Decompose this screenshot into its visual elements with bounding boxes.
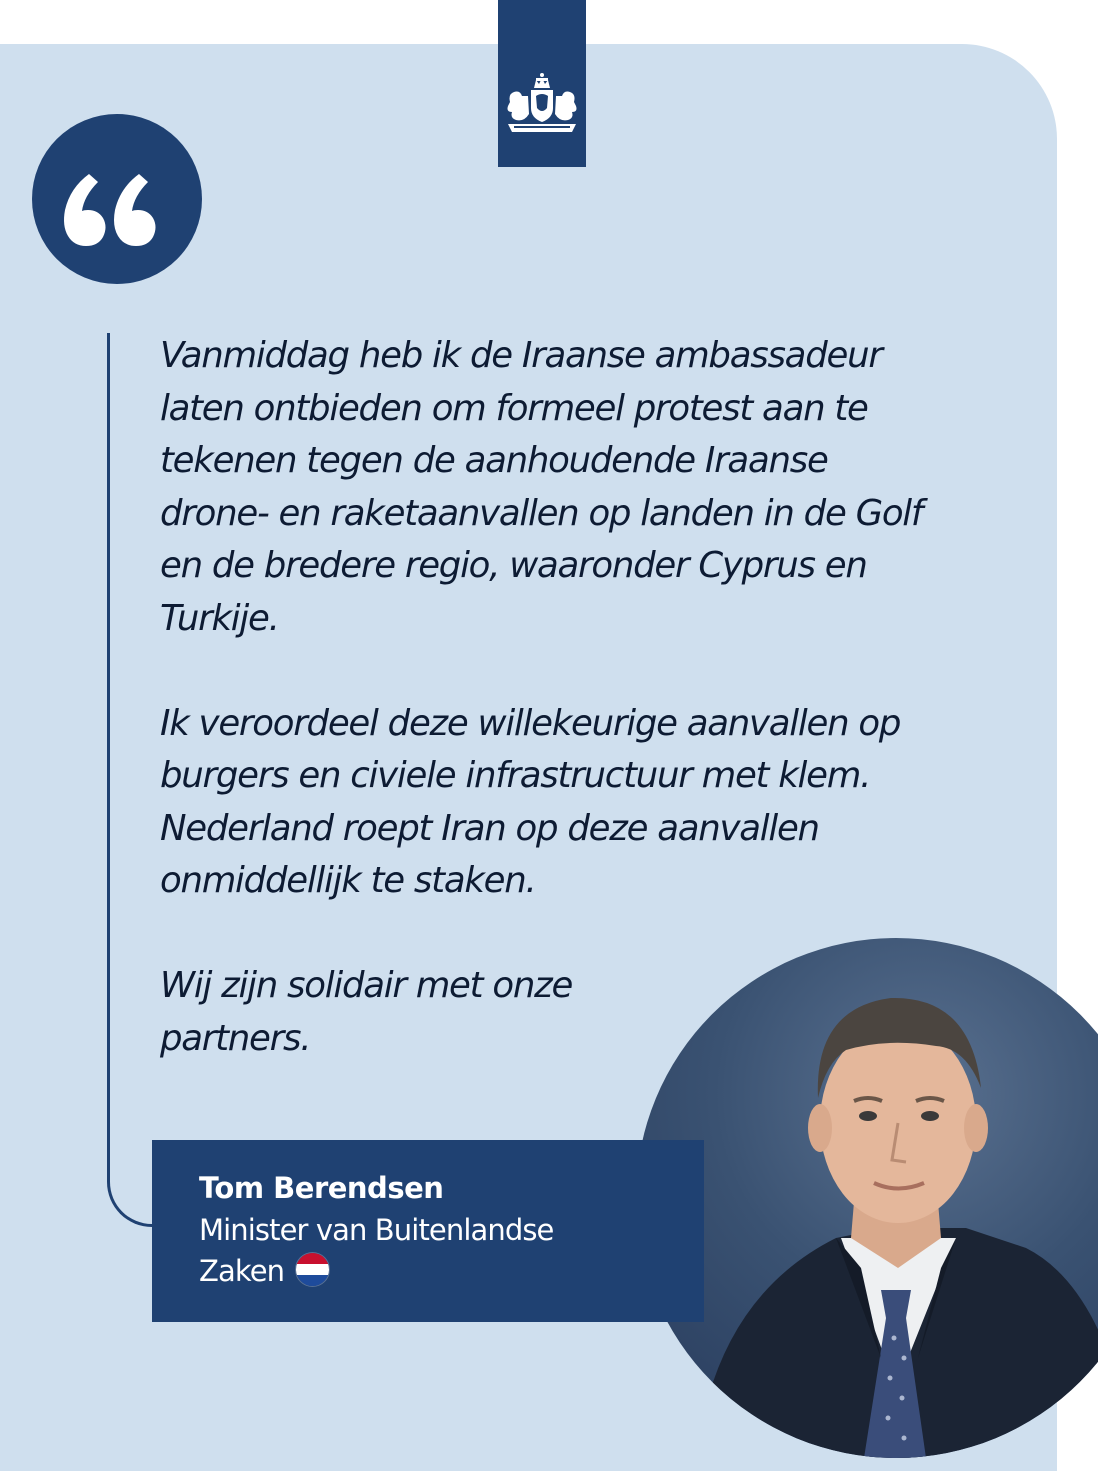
- quote-line: tekenen tegen de aanhoudende Iraanse: [160, 440, 828, 481]
- quote-line: onmiddellijk te staken.: [160, 860, 536, 901]
- netherlands-flag-icon: [296, 1253, 329, 1286]
- quote-line: Vanmiddag heb ik de Iraanse ambassadeur: [160, 335, 882, 376]
- opening-quote-icon: [32, 114, 202, 284]
- speaker-title-line-2: [199, 1251, 704, 1292]
- quote-line: Wij zijn solidair met onze: [160, 965, 573, 1006]
- portrait-photo: [636, 938, 1098, 1458]
- speaker-title-line-1: Minister van Buitenlandse: [199, 1213, 554, 1247]
- quote-line: laten ontbieden om formeel protest aan te: [160, 387, 868, 429]
- logo-ribbon: [498, 0, 586, 167]
- coat-of-arms-icon: [502, 72, 582, 140]
- speaker-caption: [152, 1140, 704, 1322]
- speaker-title-text: Zaken: [199, 1254, 285, 1288]
- quote-paragraph: [160, 330, 960, 645]
- quote-line: en de bredere regio, waaronder Cyprus en: [160, 545, 867, 586]
- quote-line: Ik veroordeel deze willekeurige aanvallen op: [160, 702, 901, 744]
- quote-line: Nederland roept Iran op deze aanvallen: [160, 807, 819, 849]
- quote-line: Turkije.: [160, 597, 279, 639]
- speaker-portrait: [636, 938, 1098, 1458]
- quote-paragraph: [160, 698, 960, 908]
- quote-line: burgers en civiele infrastructuur met klem.: [160, 755, 871, 796]
- quote-mark-badge: [32, 114, 202, 284]
- quote-line: drone- en raketaanvallen op landen in de Golf: [160, 492, 923, 534]
- speaker-name: Tom Berendsen: [199, 1171, 444, 1205]
- quote-line: partners.: [160, 1017, 311, 1059]
- quote-connector-line: [107, 333, 152, 1227]
